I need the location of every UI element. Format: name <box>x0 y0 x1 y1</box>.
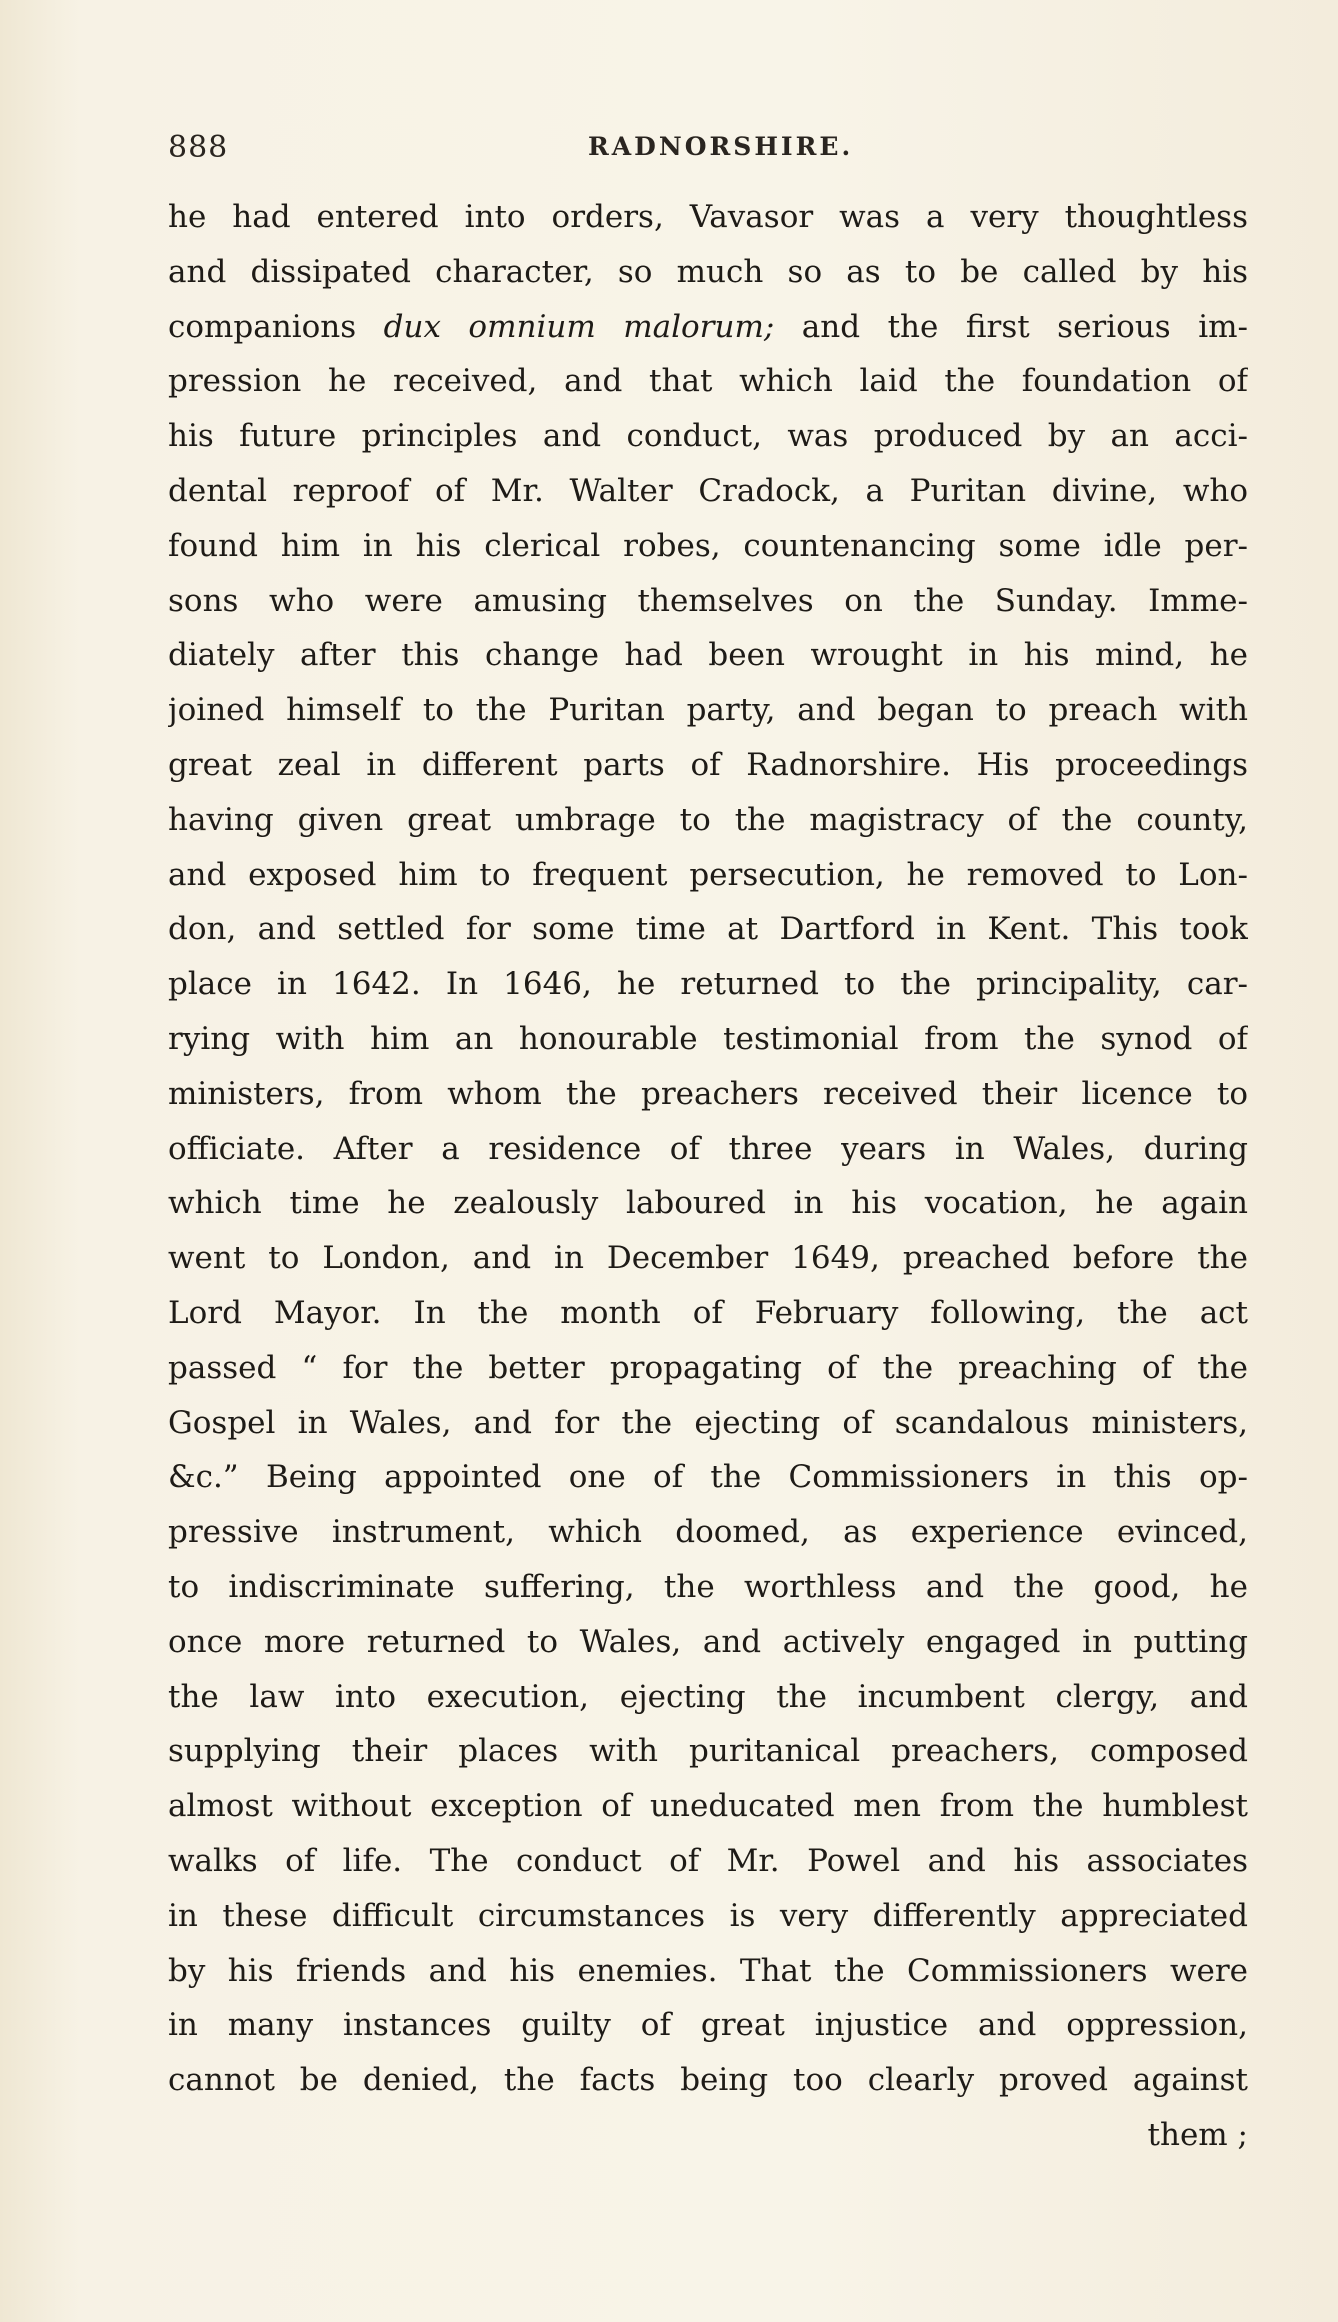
text-line: diately after this change had been wrought in his mind, he <box>168 637 1248 674</box>
text-line: passed “ for the better propagating of the preaching of the <box>168 1349 1248 1386</box>
text-line <box>168 300 1248 355</box>
text-line: having given great umbrage to the magistracy of the county, <box>168 801 1248 838</box>
text-line: sons who were amusing themselves on the Sunday. Imme- <box>168 582 1248 619</box>
text-line: dental reproof of Mr. Walter Cradock, a Puritan divine, who <box>168 472 1248 509</box>
text-line: in these difficult circumstances is very differently appreciated <box>168 1897 1248 1934</box>
text-line: joined himself to the Puritan party, and began to preach with <box>168 692 1248 729</box>
page-number: 888 <box>168 130 229 165</box>
text-line: great zeal in different parts of Radnorshire. His proceedings <box>168 746 1248 783</box>
text-line: supplying their places with puritanical preachers, composed <box>168 1733 1248 1770</box>
text-line: by his friends and his enemies. That the Commissioners were <box>168 1952 1248 1989</box>
text-line: once more returned to Wales, and actively engaged in putting <box>168 1623 1248 1660</box>
text-line: and dissipated character, so much so as to be called by his <box>168 253 1248 290</box>
text-line: officiate. After a residence of three years in Wales, during <box>168 1130 1248 1167</box>
text-line: pression he received, and that which laid the foundation of <box>168 363 1248 400</box>
page-header <box>168 130 1248 170</box>
text-line: which time he zealously laboured in his vocation, he again <box>168 1185 1248 1222</box>
text-line: don, and settled for some time at Dartford in Kent. This took <box>168 911 1248 948</box>
text-line: pressive instrument, which doomed, as experience evinced, <box>168 1514 1248 1551</box>
text-line: them ; <box>1147 2116 1248 2153</box>
text-line: and exposed him to frequent persecution, he removed to Lon- <box>168 856 1248 893</box>
text-line: almost without exception of uneducated men from the humblest <box>168 1788 1248 1825</box>
text-line: the law into execution, ejecting the incumbent clergy, and <box>168 1678 1248 1715</box>
text-segment: companions <box>168 308 384 345</box>
text-line: his future principles and conduct, was produced by an acci- <box>168 418 1248 455</box>
text-line: cannot be denied, the facts being too clearly proved against <box>168 2062 1248 2099</box>
text-line: rying with him an honourable testimonial from the synod of <box>168 1020 1248 1057</box>
running-head: RADNORSHIRE. <box>588 132 854 161</box>
text-line: he had entered into orders, Vavasor was a very thoughtless <box>168 199 1248 235</box>
text-line: Lord Mayor. In the month of February following, the act <box>168 1294 1248 1331</box>
text-line: in many instances guilty of great injustice and oppression, <box>168 2007 1248 2044</box>
text-line: place in 1642. In 1646, he returned to the principality, car- <box>168 966 1248 1003</box>
text-line: went to London, and in December 1649, preached before the <box>168 1240 1248 1277</box>
body-text <box>168 190 1248 2163</box>
text-segment: and the first serious im- <box>774 308 1248 345</box>
text-line: found him in his clerical robes, countenancing some idle per- <box>168 527 1248 564</box>
text-line: Gospel in Wales, and for the ejecting of scandalous ministers, <box>168 1404 1248 1441</box>
text-line: to indiscriminate suffering, the worthless and the good, he <box>168 1568 1248 1605</box>
text-line: walks of life. The conduct of Mr. Powel and his associates <box>168 1842 1248 1879</box>
text-line: ministers, from whom the preachers received their licence to <box>168 1075 1248 1112</box>
text-line: &c.” Being appointed one of the Commissioners in this op- <box>168 1459 1248 1496</box>
latin-phrase: dux omnium malorum; <box>383 308 775 345</box>
